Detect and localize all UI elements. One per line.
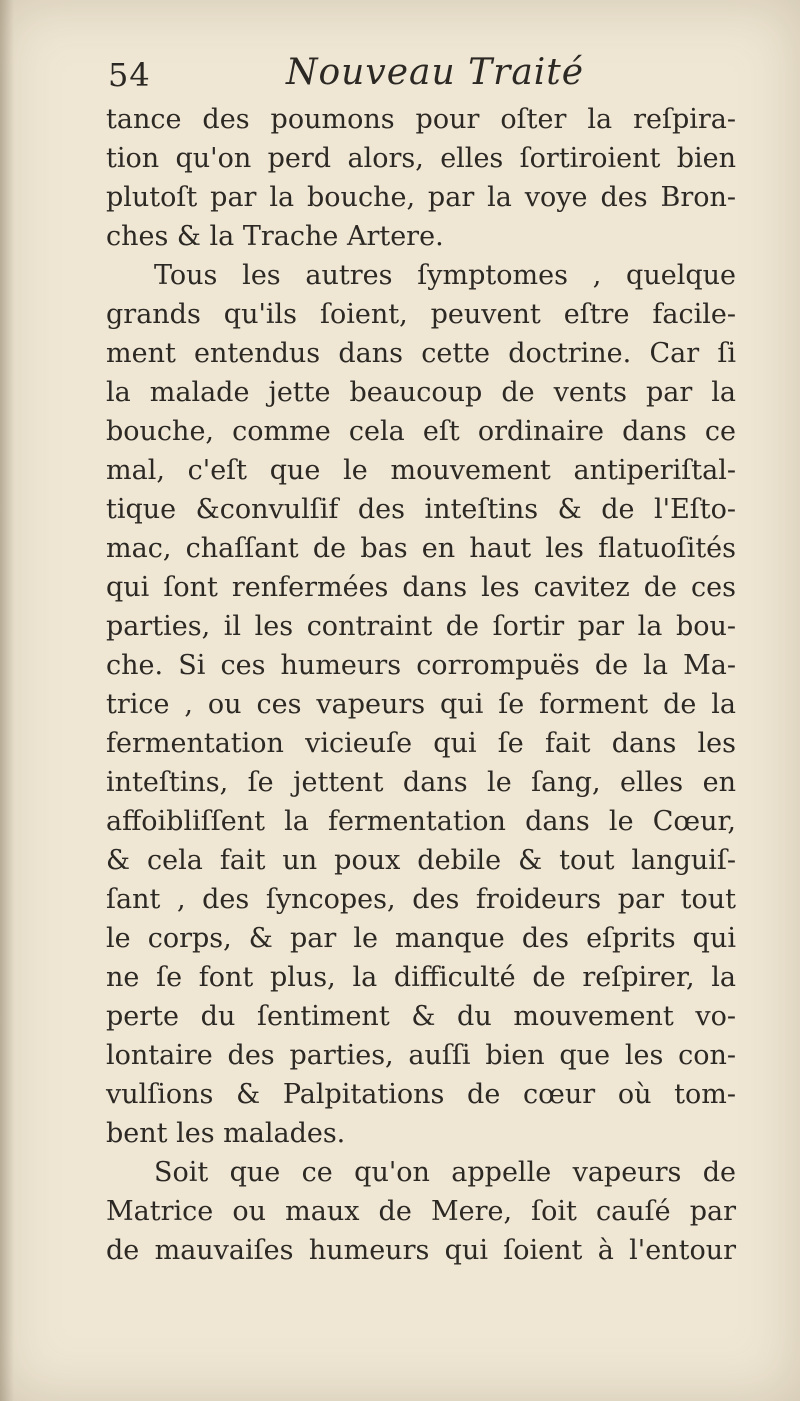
text-line: ment entendus dans cette doctrine. Car ſi	[106, 338, 736, 369]
text-line: de mauvaiſes humeurs qui ſoient à l'entour	[106, 1235, 736, 1266]
text-line: le corps, & par le manque des eſprits qui	[106, 923, 736, 954]
text-line: tique &convulſif des inteſtins & de l'Eſto-	[106, 494, 736, 525]
text-line: trice , ou ces vapeurs qui ſe forment de la	[106, 689, 736, 720]
text-line: Soit que ce qu'on appelle vapeurs de	[154, 1157, 736, 1188]
text-line: & cela fait un poux debile & tout languiſ-	[106, 845, 736, 876]
text-line: ne ſe font plus, la difficulté de reſpirer, la	[106, 962, 736, 993]
text-line: plutoſt par la bouche, par la voye des Bron-	[106, 182, 736, 213]
text-line: bent les malades.	[106, 1118, 346, 1149]
text-line: affoibliſſent la fermentation dans le Cœur,	[106, 806, 736, 837]
body-text	[106, 100, 736, 1270]
text-line: inteſtins, ſe jettent dans le ſang, elles en	[106, 767, 736, 798]
text-line: ches & la Trache Artere.	[106, 221, 444, 252]
text-line: parties, il les contraint de ſortir par la bou-	[106, 611, 736, 642]
text-line: mac, chaſſant de bas en haut les flatuoſités	[106, 533, 736, 564]
text-line: tance des poumons pour oſter la reſpira-	[106, 104, 736, 135]
text-line: perte du ſentiment & du mouvement vo-	[106, 1001, 736, 1032]
running-head: Nouveau Traité	[286, 52, 585, 93]
text-line: lontaire des parties, auſſi bien que les con-	[106, 1040, 736, 1071]
text-line: fermentation vicieuſe qui ſe fait dans les	[106, 728, 736, 759]
text-line: mal, c'eſt que le mouvement antiperiſtal-	[106, 455, 736, 486]
text-line: che. Si ces humeurs corrompuës de la Ma-	[106, 650, 736, 681]
page-header	[108, 50, 740, 94]
text-line: ſant , des ſyncopes, des froideurs par tout	[106, 884, 736, 915]
text-line: vulſions & Palpitations de cœur où tom-	[106, 1079, 736, 1110]
text-line: Matrice ou maux de Mere, ſoit cauſé par	[106, 1196, 736, 1227]
page-number: 54	[108, 56, 151, 94]
gutter-shadow	[0, 0, 14, 1401]
text-line: Tous les autres ſymptomes , quelque	[154, 260, 736, 291]
text-line: tion qu'on perd alors, elles ſortiroient bien	[106, 143, 736, 174]
text-line: qui ſont renfermées dans les cavitez de ces	[106, 572, 736, 603]
text-line: grands qu'ils ſoient, peuvent eſtre facile-	[106, 299, 736, 330]
text-line: bouche, comme cela eſt ordinaire dans ce	[106, 416, 736, 447]
text-line: la malade jette beaucoup de vents par la	[106, 377, 736, 408]
